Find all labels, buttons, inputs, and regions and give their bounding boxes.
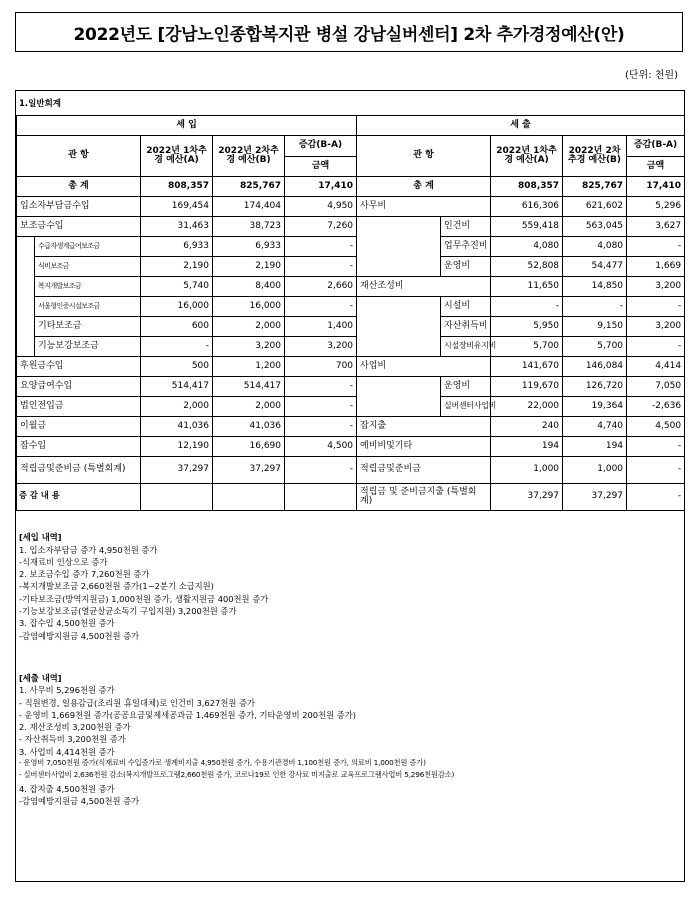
expense-diff: -2,636: [627, 397, 685, 417]
income-diff: 1,400: [285, 317, 357, 337]
expense-note-line: 2. 재산조성비 3,200천원 증가: [19, 722, 131, 733]
income-diff: -: [285, 297, 357, 317]
table-row: [17, 377, 685, 397]
income-name: 잡수입: [17, 437, 141, 457]
expense-a: 240: [491, 417, 563, 437]
expense-b: 5,700: [563, 337, 627, 357]
income-diff: 700: [285, 357, 357, 377]
expense-a: 52,808: [491, 257, 563, 277]
expense-a: 4,080: [491, 237, 563, 257]
expense-item-header: 관 항: [357, 136, 491, 177]
income-diff: -: [285, 257, 357, 277]
expense-name: 사무비: [357, 197, 491, 217]
expense-name: 시설비: [441, 297, 491, 317]
income-name: 수급자생계급여보조금: [35, 237, 141, 257]
expense-name: 업무추진비: [441, 237, 491, 257]
expense-name: 시설장비유지비: [441, 337, 491, 357]
income-note-line: 3. 잡수입 4,500천원 증가: [19, 618, 115, 629]
income-name: 요양급여수입: [17, 377, 141, 397]
expense-indent-spacer: [357, 217, 441, 277]
expense-diff: -: [627, 484, 685, 511]
income-a: 31,463: [141, 217, 213, 237]
expense-diff: -: [627, 457, 685, 484]
income-a: 2,000: [141, 397, 213, 417]
expense-diff: 3,200: [627, 277, 685, 297]
table-row: [17, 217, 685, 237]
income-header: 세 입: [17, 116, 357, 136]
expense-a: 141,670: [491, 357, 563, 377]
expense-diff: 3,627: [627, 217, 685, 237]
expense-b: 19,364: [563, 397, 627, 417]
expense-a: -: [491, 297, 563, 317]
expense-diff-header: 증감(B-A): [627, 136, 685, 157]
income-diff: -: [285, 237, 357, 257]
income-b: 3,200: [213, 337, 285, 357]
income-b: 16,690: [213, 437, 285, 457]
income-a: 2,190: [141, 257, 213, 277]
income-b: 2,190: [213, 257, 285, 277]
income-diff: -: [285, 417, 357, 437]
spacer: [19, 501, 679, 531]
income-a: 12,190: [141, 437, 213, 457]
income-note-line: -기타보조금(방역지원금) 1,000천원 증가, 생활지원금 400천원 증가: [19, 593, 269, 604]
income-name: 기타보조금: [35, 317, 141, 337]
income-a: 5,740: [141, 277, 213, 297]
income-a: 37,297: [141, 457, 213, 484]
expense-b: 1,000: [563, 457, 627, 484]
income-item-header: 관 항: [17, 136, 141, 177]
expense-b: 9,150: [563, 317, 627, 337]
expense-diff: -: [627, 297, 685, 317]
expense-name: 자산취득비: [441, 317, 491, 337]
expense-a: 559,418: [491, 217, 563, 237]
income-b: 8,400: [213, 277, 285, 297]
income-diff: 3,200: [285, 337, 357, 357]
income-diff: -: [285, 457, 357, 484]
expense-b: 37,297: [563, 484, 627, 511]
expense-b: 126,720: [563, 377, 627, 397]
general-account-frame: [15, 90, 685, 882]
expense-diff: -: [627, 237, 685, 257]
income-a: 169,454: [141, 197, 213, 217]
table-row: [17, 277, 685, 297]
expense-name: 운영비: [441, 377, 491, 397]
expense-name: 사업비: [357, 357, 491, 377]
table-row: [17, 317, 685, 337]
expense-b: 146,084: [563, 357, 627, 377]
budget-table: [16, 115, 685, 511]
income-b: 2,000: [213, 397, 285, 417]
income-name: 입소자부담금수입: [17, 197, 141, 217]
unit-label: (단위: 천원): [625, 70, 678, 81]
expense-col-b-header: 2022년 2차추경 예산(B): [563, 136, 627, 177]
income-name: 서울형인증시설보조금: [35, 297, 141, 317]
income-diff: 4,500: [285, 437, 357, 457]
income-note-line: -식재료비 인상으로 증가: [19, 556, 108, 567]
expense-note-line: - 직원변경, 일용감급(조리원 휴일대체)로 인건비 3,627천원 증가: [19, 697, 256, 708]
income-a: 41,036: [141, 417, 213, 437]
notes-heading: 증 감 내 용: [19, 490, 60, 500]
expense-b: 14,850: [563, 277, 627, 297]
table-row: [17, 177, 685, 197]
expense-b: 4,740: [563, 417, 627, 437]
income-a: 600: [141, 317, 213, 337]
income-diff: -: [285, 377, 357, 397]
expense-note-line: -감염예방지원금 4,500천원 증가: [19, 795, 140, 806]
income-col-a-header: 2022년 1차추경 예산(A): [141, 136, 213, 177]
header-row-1: [17, 116, 685, 136]
expense-diff: 4,500: [627, 417, 685, 437]
income-a: 6,933: [141, 237, 213, 257]
income-b: 41,036: [213, 417, 285, 437]
change-notes: [19, 489, 679, 807]
expense-name: 실버센터사업비: [441, 397, 491, 417]
expense-b: 194: [563, 437, 627, 457]
income-name: 후원금수입: [17, 357, 141, 377]
income-b: 2,000: [213, 317, 285, 337]
expense-diff: 1,669: [627, 257, 685, 277]
income-note-line: -기능보강보조금(열균살균소독기 구입지원) 3,200천원 증가: [19, 606, 237, 617]
expense-diff: -: [627, 337, 685, 357]
expense-a: 11,650: [491, 277, 563, 297]
income-diff: -: [285, 397, 357, 417]
spacer: [19, 642, 679, 672]
expense-name: 적립금및준비금: [357, 457, 491, 484]
expense-header: 세 출: [357, 116, 685, 136]
table-row: [17, 357, 685, 377]
expense-diff: 17,410: [627, 177, 685, 197]
expense-a: 1,000: [491, 457, 563, 484]
expense-name: 운영비: [441, 257, 491, 277]
income-b: 174,404: [213, 197, 285, 217]
expense-col-a-header: 2022년 1차추경 예산(A): [491, 136, 563, 177]
table-row: [17, 237, 685, 257]
table-row: [17, 337, 685, 357]
expense-diff: 5,296: [627, 197, 685, 217]
expense-a: 808,357: [491, 177, 563, 197]
income-col-b-header: 2022년 2차추경 예산(B): [213, 136, 285, 177]
expense-note-line: - 실버센터사업비 2,636천원 감소(복지개발프로그램2,660천원 증가, 코로나19로 인한 강사료 미지출로 교육프로그램사업비 5,296천원감소): [19, 770, 455, 780]
income-diff: 2,660: [285, 277, 357, 297]
income-name: 적립금및준비금 (특별회계): [17, 457, 141, 484]
income-name: 식비보조금: [35, 257, 141, 277]
expense-a: 37,297: [491, 484, 563, 511]
income-b: 16,000: [213, 297, 285, 317]
expense-note-line: 4. 잡지출 4,500천원 증가: [19, 783, 115, 794]
table-row: [17, 197, 685, 217]
expense-notes-heading: [세출 내역]: [19, 672, 62, 683]
income-diff: 4,950: [285, 197, 357, 217]
income-name: 보조금수입: [17, 217, 141, 237]
expense-name: 총 계: [357, 177, 491, 197]
income-b: 37,297: [213, 457, 285, 484]
income-notes-heading: [세입 내역]: [19, 532, 62, 543]
expense-name: 적립금 및 준비금지출 (특별회계): [357, 484, 491, 511]
income-note-line: -감염예방지원금 4,500천원 증가: [19, 630, 140, 641]
income-name: 총 계: [17, 177, 141, 197]
income-note-line: -복지개발보조금 2,660천원 증가(1~2분기 소급지원): [19, 581, 214, 592]
expense-a: 616,306: [491, 197, 563, 217]
expense-note-line: - 운영비 1,669천원 증가(공공요금및제세공과금 1,469천원 증가, 기타운영비 200천원 증가): [19, 709, 356, 720]
table-row: [17, 297, 685, 317]
expense-amount-header: 금액: [627, 156, 685, 177]
expense-b: 621,602: [563, 197, 627, 217]
expense-a: 194: [491, 437, 563, 457]
expense-b: 563,045: [563, 217, 627, 237]
income-indent-spacer: [17, 237, 35, 357]
expense-name: 재산조성비: [357, 277, 491, 297]
expense-name: 인건비: [441, 217, 491, 237]
table-row: [17, 397, 685, 417]
income-b: 1,200: [213, 357, 285, 377]
expense-b: 825,767: [563, 177, 627, 197]
expense-note-line: 1. 사무비 5,296천원 증가: [19, 685, 115, 696]
expense-b: -: [563, 297, 627, 317]
expense-diff: -: [627, 437, 685, 457]
income-a: 514,417: [141, 377, 213, 397]
expense-note-line: 3. 사업비 4,414천원 증가: [19, 746, 115, 757]
income-a: 808,357: [141, 177, 213, 197]
expense-diff: 4,414: [627, 357, 685, 377]
income-note-line: 2. 보조금수입 증가 7,260천원 증가: [19, 569, 150, 580]
income-name: 법인전입금: [17, 397, 141, 417]
income-note-line: 1. 입소자부담금 증가 4,950천원 증가: [19, 544, 158, 555]
table-row: [17, 417, 685, 437]
income-name: 이월금: [17, 417, 141, 437]
expense-indent-spacer: [357, 377, 441, 417]
expense-a: 5,950: [491, 317, 563, 337]
income-a: -: [141, 337, 213, 357]
income-a: 16,000: [141, 297, 213, 317]
expense-a: 5,700: [491, 337, 563, 357]
expense-a: 119,670: [491, 377, 563, 397]
expense-note-line: - 운영비 7,050천원 증가(식재료비 수입증가로 생계비지출 4,950천원 증가, 수용기관경비 1,100천원 증가, 의료비 1,000천원 증가): [19, 758, 426, 768]
income-a: 500: [141, 357, 213, 377]
table-row: [17, 457, 685, 484]
section-title: 1.일반회계: [19, 99, 61, 109]
income-b: 38,723: [213, 217, 285, 237]
expense-a: 22,000: [491, 397, 563, 417]
income-name: 복지개발보조금: [35, 277, 141, 297]
income-diff: 7,260: [285, 217, 357, 237]
document-title-text: 2022년도 [강남노인종합복지관 병설 강남실버센터] 2차 추가경정예산(안): [73, 24, 625, 45]
income-b: 514,417: [213, 377, 285, 397]
income-amount-header: 금액: [285, 156, 357, 177]
income-b: 6,933: [213, 237, 285, 257]
expense-name: 잡지출: [357, 417, 491, 437]
expense-note-line: - 자산취득비 3,200천원 증가: [19, 734, 126, 745]
expense-diff: 7,050: [627, 377, 685, 397]
expense-indent-spacer: [357, 297, 441, 357]
header-row-2: [17, 136, 685, 157]
expense-name: 예비비및기타: [357, 437, 491, 457]
expense-diff: 3,200: [627, 317, 685, 337]
document-title: [15, 12, 683, 52]
income-diff: 17,410: [285, 177, 357, 197]
expense-b: 54,477: [563, 257, 627, 277]
income-b: 825,767: [213, 177, 285, 197]
expense-b: 4,080: [563, 237, 627, 257]
income-diff-header: 증감(B-A): [285, 136, 357, 157]
table-row: [17, 437, 685, 457]
income-name: 기능보강보조금: [35, 337, 141, 357]
table-row: [17, 257, 685, 277]
